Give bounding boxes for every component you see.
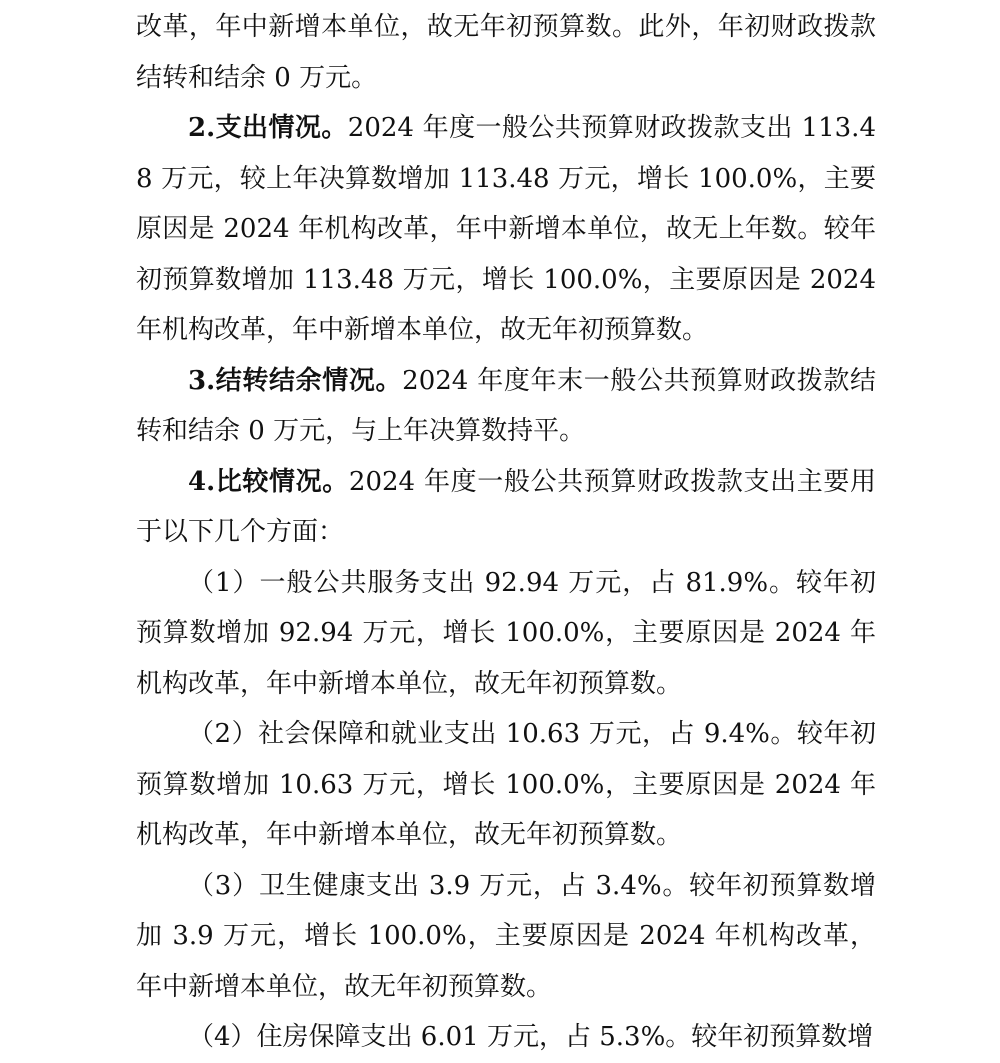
- paragraph-expenditure: [136, 103, 876, 356]
- paragraph-heading: 2.支出情况。: [188, 113, 348, 143]
- list-item-social-security: [136, 709, 876, 861]
- list-item-general-public-services: [136, 558, 876, 710]
- paragraph-heading: 4.比较情况。: [188, 466, 349, 497]
- list-item-housing: [136, 1012, 876, 1063]
- paragraph-text: （2）社会保障和就业支出 10.63 万元，占 9.4%。较年初预算数增加 10.63 万元，增长 100.0%，主要原因是 2024 年机构改革，年中新增本单位，故无年初预算数。: [136, 719, 876, 850]
- paragraph-text: 2024 年度一般公共预算财政拨款支出 113.48 万元，较上年决算数增加 113.48 万元，增长 100.0%，主要原因是 2024 年机构改革，年中新增本单位，故无上年数。较年初预算数增加 113.48 万元，增长 100.0%，主要原因是 2024 年机构改革，年中新增本单位，故无年初预算数。: [136, 113, 876, 345]
- paragraph-text: 2024 年度一般公共预算财政拨款支出主要用于以下几个方面：: [136, 466, 876, 547]
- paragraph-continuation: [136, 2, 876, 103]
- list-item-health: [136, 861, 876, 1013]
- paragraph-text: （1）一般公共服务支出 92.94 万元，占 81.9%。较年初预算数增加 92.94 万元，增长 100.0%，主要原因是 2024 年机构改革，年中新增本单位，故无年初预算数。: [136, 567, 876, 699]
- paragraph-text: （4）住房保障支出 6.01 万元，占 5.3%。较年初预算数增: [188, 1022, 874, 1052]
- paragraph-text: 2024 年度年末一般公共预算财政拨款结转和结余 0 万元，与上年决算数持平。: [136, 365, 876, 446]
- paragraph-text: 改革，年中新增本单位，故无年初预算数。此外，年初财政拨款结转和结余 0 万元。: [136, 12, 876, 93]
- paragraph-carryover: [136, 356, 876, 457]
- paragraph-comparison: [136, 457, 876, 558]
- paragraph-text: （3）卫生健康支出 3.9 万元，占 3.4%。较年初预算数增加 3.9 万元，增长 100.0%，主要原因是 2024 年机构改革，年中新增本单位，故无年初预算数。: [136, 870, 876, 1002]
- paragraph-heading: 3.结转结余情况。: [188, 365, 403, 396]
- document-page: [136, 0, 876, 1063]
